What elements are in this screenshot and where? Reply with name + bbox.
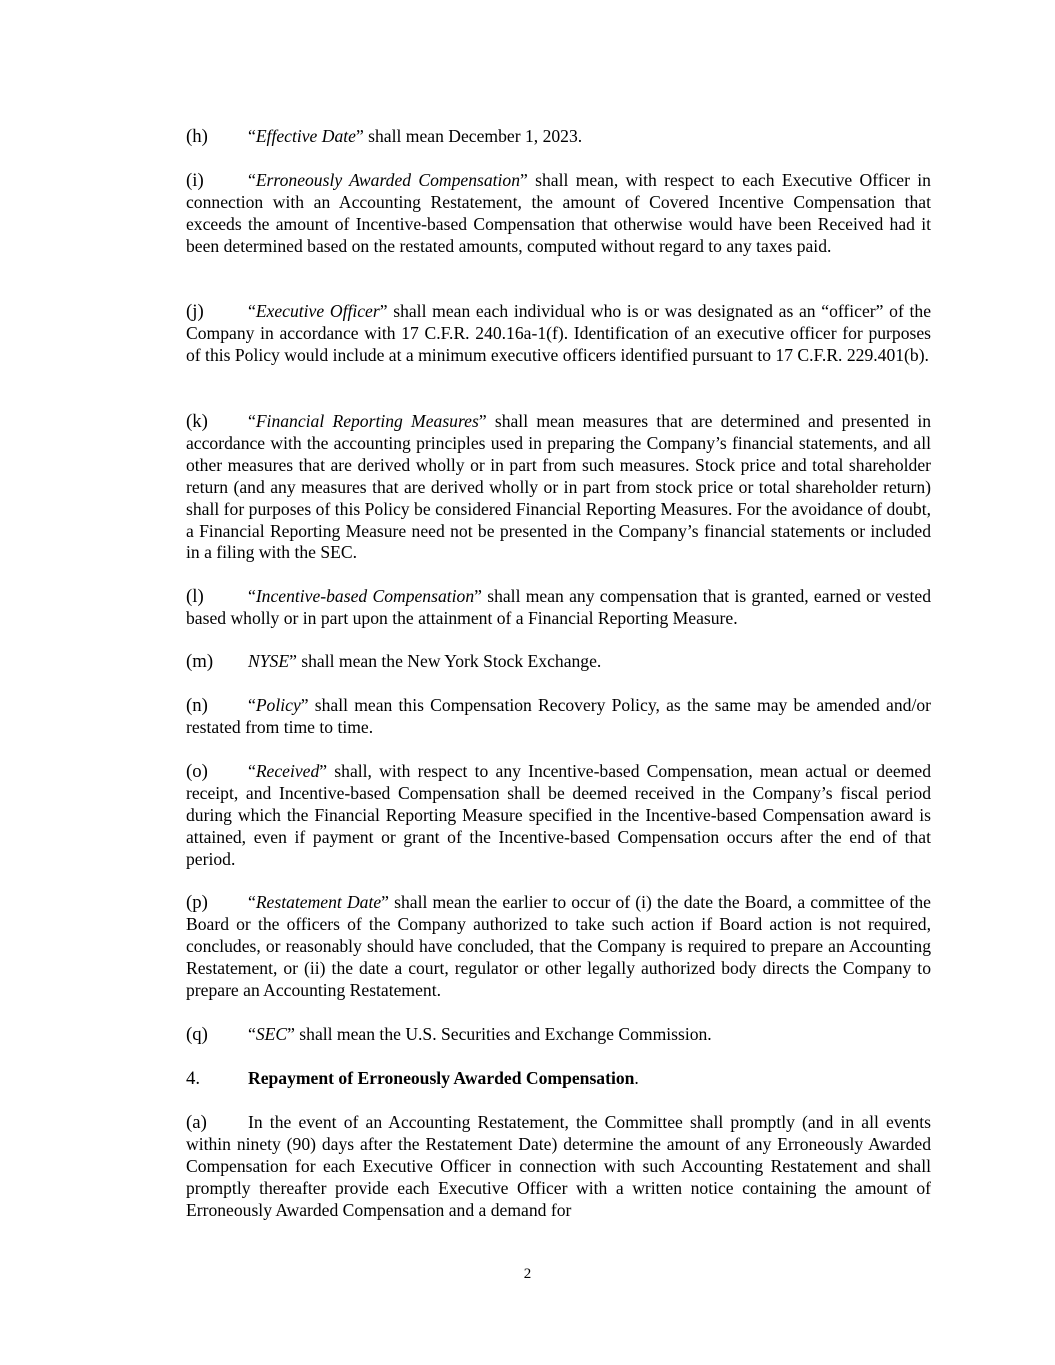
definition-h: (h) “Effective Date” shall mean December 1, 2023.	[186, 126, 583, 147]
definition-j: (j) “Executive Officer” shall mean each individual who is or was designated as an “officer” of the Company in accordance with 17 C.F.R. 240.16a-1(f). Identification of an executive officer for purposes of this Policy would include at a minimum executive officers identified pursuant to 17 C.F.R. 229.401(b).	[186, 301, 931, 365]
definition-label: (k)	[186, 411, 208, 432]
definition-label: (p)	[186, 892, 208, 913]
section-paragraph-a	[186, 1112, 931, 1222]
paragraph-text: In the event of an Accounting Restatement, the Committee shall promptly (and in all events within ninety (90) days after the Restatement Date) determine the amount of any Erroneously Awarded Compensation for each Executive Officer in connection with such Accounting Restatement and shall promptly thereafter provide each Executive Officer with a written notice containing the amount of Erroneously Awarded Compensation and a demand for	[186, 1112, 931, 1220]
definition-label: (h)	[186, 126, 208, 147]
defined-term: Executive Officer	[255, 301, 380, 321]
defined-term: Financial Reporting Measures	[255, 411, 479, 431]
defined-term: Erroneously Awarded Compensation	[255, 170, 521, 190]
definition-l: (l) “Incentive-based Compensation” shall mean any compensation that is granted, earned or vested based wholly or in part upon the attainment of a Financial Reporting Measure.	[186, 586, 931, 628]
section-heading: 4. Repayment of Erroneously Awarded Compensation.	[186, 1068, 639, 1089]
definition-n: (n) “Policy” shall mean this Compensation Recovery Policy, as the same may be amended and/or restated from time to time.	[186, 695, 931, 737]
page-number: 2	[523, 1266, 532, 1282]
defined-term: Incentive-based Compensation	[255, 586, 475, 606]
defined-term: Restatement Date	[255, 892, 382, 912]
defined-term: Received	[255, 761, 320, 781]
defined-term: NYSE	[248, 651, 290, 671]
definition-o: (o) “Received” shall, with respect to any Incentive-based Compensation, mean actual or deemed receipt, and Incentive-based Compensation shall be deemed received in the Company’s fiscal period during which the Financial Reporting Measure specified in the Incentive-based Compensation award is attained, even if payment or grant of the Incentive-based Compensation occurs after the end of that period.	[186, 761, 931, 869]
paragraph-label: (a)	[186, 1112, 207, 1133]
section-number: 4.	[186, 1068, 201, 1089]
definition-label: (q)	[186, 1024, 208, 1045]
defined-term: Effective Date	[255, 126, 356, 146]
definition-i: (i) “Erroneously Awarded Compensation” shall mean, with respect to each Executive Officer in connection with an Accounting Restatement, the amount of Covered Incentive Compensation that exceeds the amount of Incentive-based Compensation that otherwise would have been Received had it been determined based on the restated amounts, computed without regard to any taxes paid.	[186, 170, 931, 256]
definition-q: (q) “SEC” shall mean the U.S. Securities and Exchange Commission.	[186, 1024, 712, 1045]
definition-label: (n)	[186, 695, 208, 716]
section-title: Repayment of Erroneously Awarded Compensation	[248, 1068, 635, 1088]
definition-k: (k) “Financial Reporting Measures” shall mean measures that are determined and presented in accordance with the accounting principles used in preparing the Company’s financial statements, and all other measures that are derived wholly or in part from such measures. Stock price and total shareholder return (and any measures that are derived wholly or in part from stock price or total shareholder return) shall for purposes of this Policy be considered Financial Reporting Measures. For the avoidance of doubt, a Financial Reporting Measure need not be presented in the Company’s financial statements or included in a filing with the SEC.	[186, 411, 932, 563]
definition-p: (p) “Restatement Date” shall mean the earlier to occur of (i) the date the Board, a committee of the Board or the officers of the Company authorized to take such action if Board action is not required, concludes, or reasonably should have concluded, that the Company is required to prepare an Accounting Restatement, or (ii) the date a court, regulator or other legally authorized body directs the Company to prepare an Accounting Restatement.	[186, 892, 931, 1000]
defined-term: Policy	[255, 695, 301, 715]
definition-m: (m) NYSE” shall mean the New York Stock Exchange.	[186, 651, 602, 672]
definition-label: (o)	[186, 761, 208, 782]
defined-term: SEC	[255, 1024, 288, 1044]
definition-label: (j)	[186, 301, 204, 322]
definition-label: (l)	[186, 586, 204, 607]
definition-label: (m)	[186, 651, 214, 672]
definition-label: (i)	[186, 170, 204, 191]
